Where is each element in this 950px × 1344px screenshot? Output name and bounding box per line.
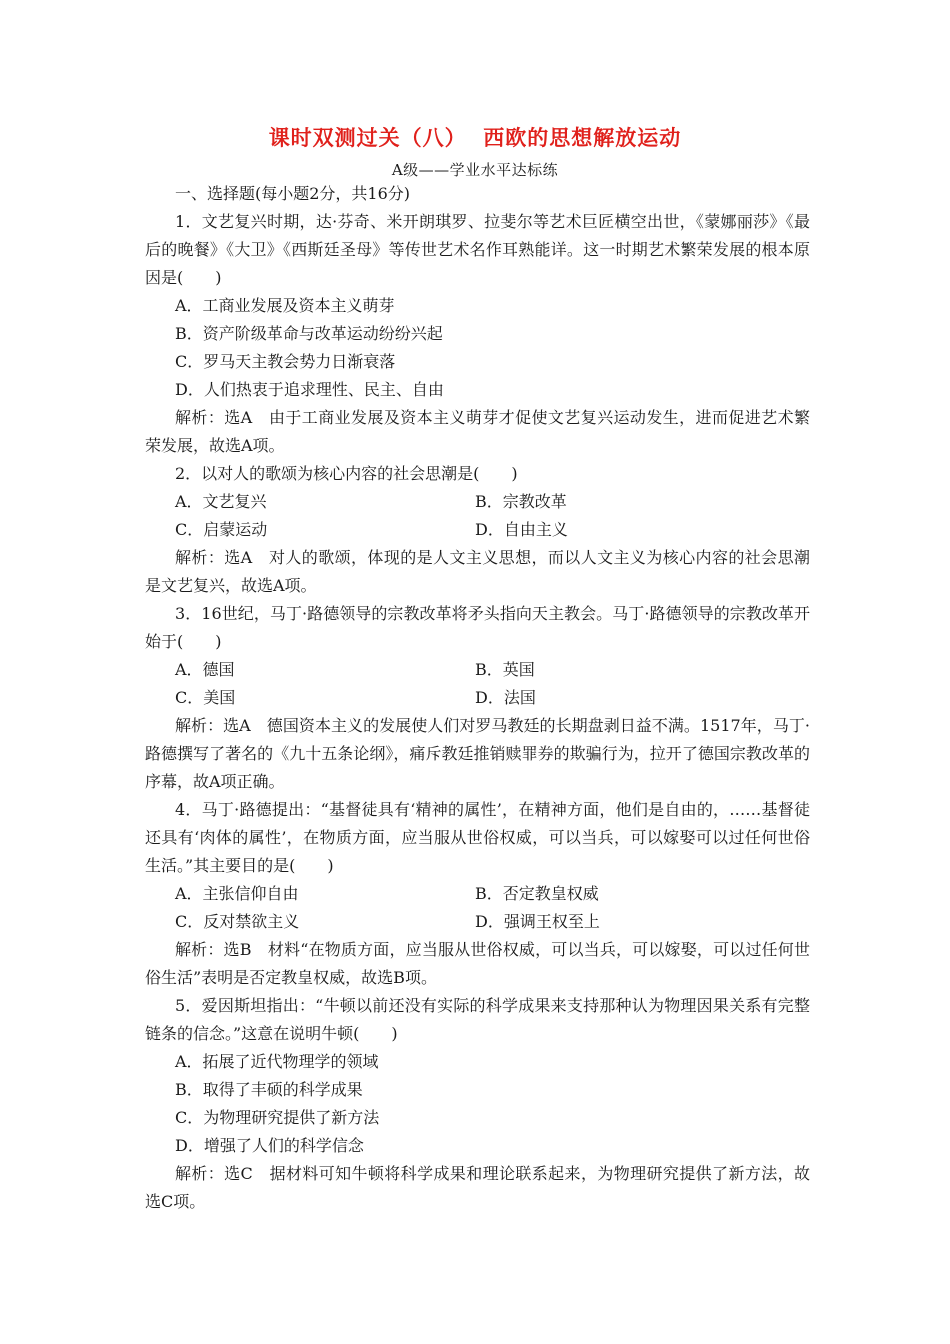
- options-row: [145, 488, 810, 516]
- option-d: D．法国: [475, 688, 536, 707]
- option-b: B．取得了丰硕的科学成果: [175, 1080, 363, 1099]
- option-c: C．美国: [175, 688, 236, 707]
- option-b: B．宗教改革: [475, 492, 567, 511]
- option-b: B．否定教皇权威: [475, 884, 599, 903]
- option-a: A．主张信仰自由: [175, 884, 299, 903]
- question-analysis: 解析：选A 德国资本主义的发展使人们对罗马教廷的长期盘剥日益不满。1517年，马丁·路德撰写了著名的《九十五条论纲》，痛斥教廷推销赎罪券的欺骗行为，拉开了德国宗教改革的序幕，故A项正确。: [145, 716, 810, 791]
- question-3: [145, 600, 810, 796]
- question-stem: 3．16世纪，马丁·路德领导的宗教改革将矛头指向天主教会。马丁·路德领导的宗教改革开始于( ): [145, 604, 810, 651]
- option-a: A．工商业发展及资本主义萌芽: [175, 296, 395, 315]
- option-d: D．增强了人们的科学信念: [175, 1136, 364, 1155]
- option-a: A．拓展了近代物理学的领域: [175, 1052, 379, 1071]
- page-title: 课时双测过关（八） 西欧的思想解放运动: [268, 125, 682, 150]
- page-subtitle: A级——学业水平达标练: [391, 161, 559, 179]
- option-b: B．资产阶级革命与改革运动纷纷兴起: [175, 324, 443, 343]
- options-row: [145, 684, 810, 712]
- question-1: [145, 208, 810, 460]
- options-row: [145, 908, 810, 936]
- question-4: [145, 796, 810, 992]
- question-stem: 1．文艺复兴时期，达·芬奇、米开朗琪罗、拉斐尔等艺术巨匠横空出世，《蒙娜丽莎》《最后的晚餐》《大卫》《西斯廷圣母》等传世艺术名作耳熟能详。这一时期艺术繁荣发展的根本原因是( ): [145, 212, 810, 287]
- option-c: C．罗马天主教会势力日渐衰落: [175, 352, 396, 371]
- options-row: [145, 516, 810, 544]
- options-row: [145, 656, 810, 684]
- question-2: [145, 460, 810, 600]
- question-stem: 4．马丁·路德提出：“基督徒具有‘精神的属性’，在精神方面，他们是自由的，……基督徒还具有‘肉体的属性’，在物质方面，应当服从世俗权威，可以当兵，可以嫁娶可以过任何世俗生活。”其主要目的是( ): [145, 800, 810, 875]
- option-b: B．英国: [475, 660, 535, 679]
- option-d: D．人们热衷于追求理性、民主、自由: [175, 380, 444, 399]
- option-a: A．德国: [175, 660, 235, 679]
- option-c: C．为物理研究提供了新方法: [175, 1108, 380, 1127]
- document-body: [145, 180, 810, 1216]
- option-c: C．启蒙运动: [175, 520, 268, 539]
- question-analysis: 解析：选B 材料“在物质方面，应当服从世俗权威，可以当兵，可以嫁娶，可以过任何世俗生活”表明是否定教皇权威，故选B项。: [145, 940, 810, 987]
- option-d: D．自由主义: [475, 520, 568, 539]
- question-stem: 2．以对人的歌颂为核心内容的社会思潮是( ): [175, 464, 518, 483]
- section-heading: 一、选择题(每小题2分，共16分): [175, 184, 411, 203]
- question-analysis: 解析：选A 由于工商业发展及资本主义萌芽才促使文艺复兴运动发生，进而促进艺术繁荣发展，故选A项。: [145, 408, 810, 455]
- question-analysis: 解析：选A 对人的歌颂，体现的是人文主义思想，而以人文主义为核心内容的社会思潮是文艺复兴，故选A项。: [145, 548, 810, 595]
- option-c: C．反对禁欲主义: [175, 912, 300, 931]
- question-stem: 5．爱因斯坦指出：“牛顿以前还没有实际的科学成果来支持那种认为物理因果关系有完整链条的信念。”这意在说明牛顿( ): [145, 996, 810, 1043]
- option-d: D．强调王权至上: [475, 912, 600, 931]
- options-row: [145, 880, 810, 908]
- question-5: [145, 992, 810, 1216]
- option-a: A．文艺复兴: [175, 492, 267, 511]
- question-analysis: 解析：选C 据材料可知牛顿将科学成果和理论联系起来，为物理研究提供了新方法，故选C项。: [145, 1164, 810, 1211]
